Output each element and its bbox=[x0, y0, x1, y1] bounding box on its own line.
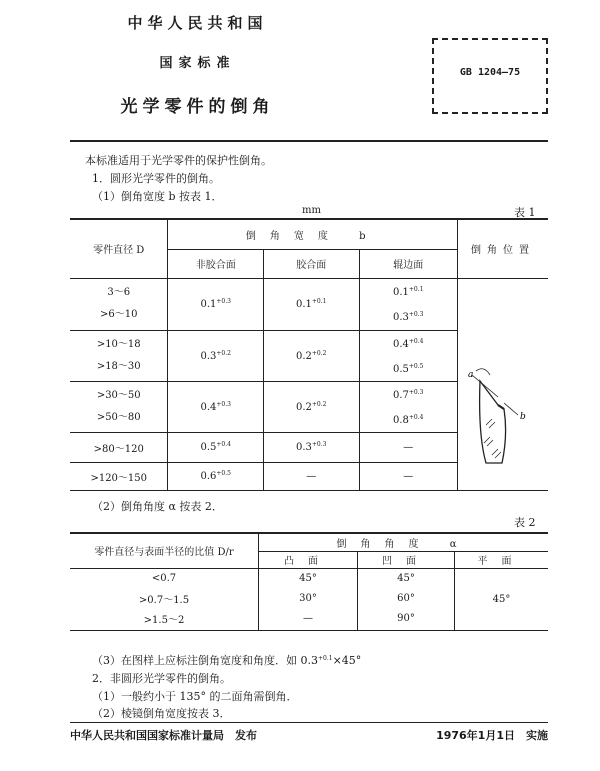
dimension-line bbox=[472, 375, 498, 397]
publisher: 中华人民共和国国家标准计量局 发布 bbox=[70, 729, 257, 742]
header-divider bbox=[70, 140, 548, 142]
chamfer-angle-table bbox=[70, 532, 548, 631]
tolerance: +0.2 bbox=[216, 349, 231, 357]
diameter-range: 3～6 bbox=[107, 287, 131, 298]
standard-code-box bbox=[432, 38, 548, 114]
value: 0.3 bbox=[393, 312, 409, 323]
value: 0.3 bbox=[200, 350, 217, 362]
note-3 bbox=[92, 652, 361, 668]
convex-angle: 30° bbox=[259, 588, 358, 608]
value: 0.6 bbox=[200, 471, 217, 482]
ratio-value: <0.7 bbox=[151, 572, 177, 584]
sub-glued: 胶合面 bbox=[263, 249, 359, 278]
dimension-line bbox=[504, 403, 518, 415]
diameter-range: >80～120 bbox=[70, 432, 168, 462]
diameter-range: >50～80 bbox=[96, 411, 141, 423]
ratio-value: >1.5～2 bbox=[70, 608, 259, 630]
chamfer-edge bbox=[498, 405, 504, 409]
note-3-tail: ×45° bbox=[332, 654, 362, 667]
diameter-range: >120～150 bbox=[70, 462, 168, 490]
concave-angle: 90° bbox=[358, 608, 455, 630]
tolerance: +0.1 bbox=[408, 286, 424, 293]
value: — bbox=[263, 462, 359, 490]
section-1-1-text: （1）倒角宽度 b 按表 1． bbox=[92, 190, 223, 203]
sub-rim: 辊边面 bbox=[359, 249, 457, 278]
chamfer-diagram bbox=[458, 285, 548, 483]
diameter-range: >6～10 bbox=[100, 309, 138, 320]
ratio-value: >0.7～1.5 bbox=[138, 594, 190, 606]
tolerance: +0.4 bbox=[408, 337, 424, 345]
note-3-text: （3）在图样上应标注倒角宽度和角度．如 0.3 bbox=[92, 654, 318, 667]
col-ratio: 零件直径与表面半径的比值 D/r bbox=[70, 533, 259, 568]
lens-outline bbox=[480, 381, 506, 463]
value: 0.1 bbox=[200, 299, 217, 310]
concave-angle: 60° bbox=[358, 588, 455, 608]
diameter-range: >18～30 bbox=[96, 360, 141, 372]
col-diameter: 零件直径 D bbox=[70, 219, 168, 278]
value: 0.1 bbox=[393, 287, 409, 298]
sub-concave: 凹面 bbox=[358, 551, 455, 568]
tolerance: +0.3 bbox=[311, 441, 327, 448]
header-country: 中华人民共和国 bbox=[127, 14, 268, 32]
chamfer-position-figure bbox=[457, 278, 548, 490]
tolerance: +0.4 bbox=[216, 441, 231, 448]
tolerance: +0.2 bbox=[311, 349, 327, 357]
section-1-heading: 1．圆形光学零件的倒角。 bbox=[92, 172, 220, 185]
value: 0.2 bbox=[296, 401, 312, 413]
footer-divider bbox=[70, 722, 548, 723]
col-position: 倒角位置 bbox=[457, 219, 548, 278]
scope-text: 本标准适用于光学零件的保护性倒角。 bbox=[85, 154, 272, 167]
document-title: 光学零件的倒角 bbox=[120, 97, 275, 117]
value: — bbox=[359, 432, 457, 462]
value: — bbox=[359, 462, 457, 490]
diameter-range: >10～18 bbox=[96, 338, 141, 350]
col-width: 倒角宽度 b bbox=[168, 219, 458, 249]
angle-label: a bbox=[467, 370, 474, 380]
table-row bbox=[70, 568, 548, 588]
tolerance: +0.1 bbox=[311, 298, 327, 305]
sub-convex: 凸面 bbox=[259, 551, 358, 568]
section-2-heading: 2．非圆形光学零件的倒角。 bbox=[92, 672, 231, 685]
effective-date: 1976年1月1日 实施 bbox=[436, 729, 548, 742]
width-label: b bbox=[519, 412, 526, 422]
tolerance: +0.3 bbox=[408, 388, 424, 396]
value: 0.7 bbox=[393, 389, 409, 401]
tolerance: +0.3 bbox=[216, 298, 231, 305]
tolerance: +0.5 bbox=[408, 362, 424, 370]
value: 0.5 bbox=[393, 363, 409, 375]
concave-angle: 45° bbox=[358, 568, 455, 588]
value: 0.5 bbox=[200, 442, 217, 453]
angle-arc bbox=[476, 369, 490, 375]
chamfer-width-table bbox=[70, 218, 548, 491]
note-3-tolerance: +0.1 bbox=[318, 655, 333, 662]
value: 0.8 bbox=[393, 414, 409, 426]
sub-nonglued: 非胶合面 bbox=[168, 249, 264, 278]
table1-unit: mm bbox=[302, 205, 321, 216]
convex-angle: — bbox=[259, 608, 358, 630]
value: 0.2 bbox=[296, 350, 312, 362]
table2-label: 表 2 bbox=[514, 516, 536, 529]
diameter-range: >30～50 bbox=[96, 389, 141, 401]
section-2-2-text: （2）棱镜倒角宽度按表 3． bbox=[92, 707, 231, 720]
standard-code: GB 1204—75 bbox=[459, 67, 521, 78]
col-angle: 倒角角度 α bbox=[259, 533, 549, 551]
tolerance: +0.4 bbox=[408, 413, 424, 421]
tolerance: +0.3 bbox=[216, 400, 231, 408]
table-row bbox=[70, 278, 548, 330]
header-national-standard: 国家标准 bbox=[159, 56, 236, 71]
value: 0.3 bbox=[296, 442, 312, 453]
tolerance: +0.3 bbox=[408, 311, 424, 318]
value: 0.4 bbox=[393, 338, 409, 350]
tolerance: +0.5 bbox=[216, 470, 231, 477]
section-1-2-text: （2）倒角角度 α 按表 2． bbox=[92, 500, 223, 513]
convex-angle: 45° bbox=[259, 568, 358, 588]
value: 0.1 bbox=[296, 299, 312, 310]
table1-label: 表 1 bbox=[514, 206, 536, 219]
flat-angle: 45° bbox=[455, 568, 549, 630]
sub-flat: 平面 bbox=[455, 551, 549, 568]
tolerance: +0.2 bbox=[311, 400, 327, 408]
value: 0.4 bbox=[200, 401, 217, 413]
section-2-1-text: （1）一般约小于 135° 的二面角需倒角． bbox=[92, 690, 298, 703]
